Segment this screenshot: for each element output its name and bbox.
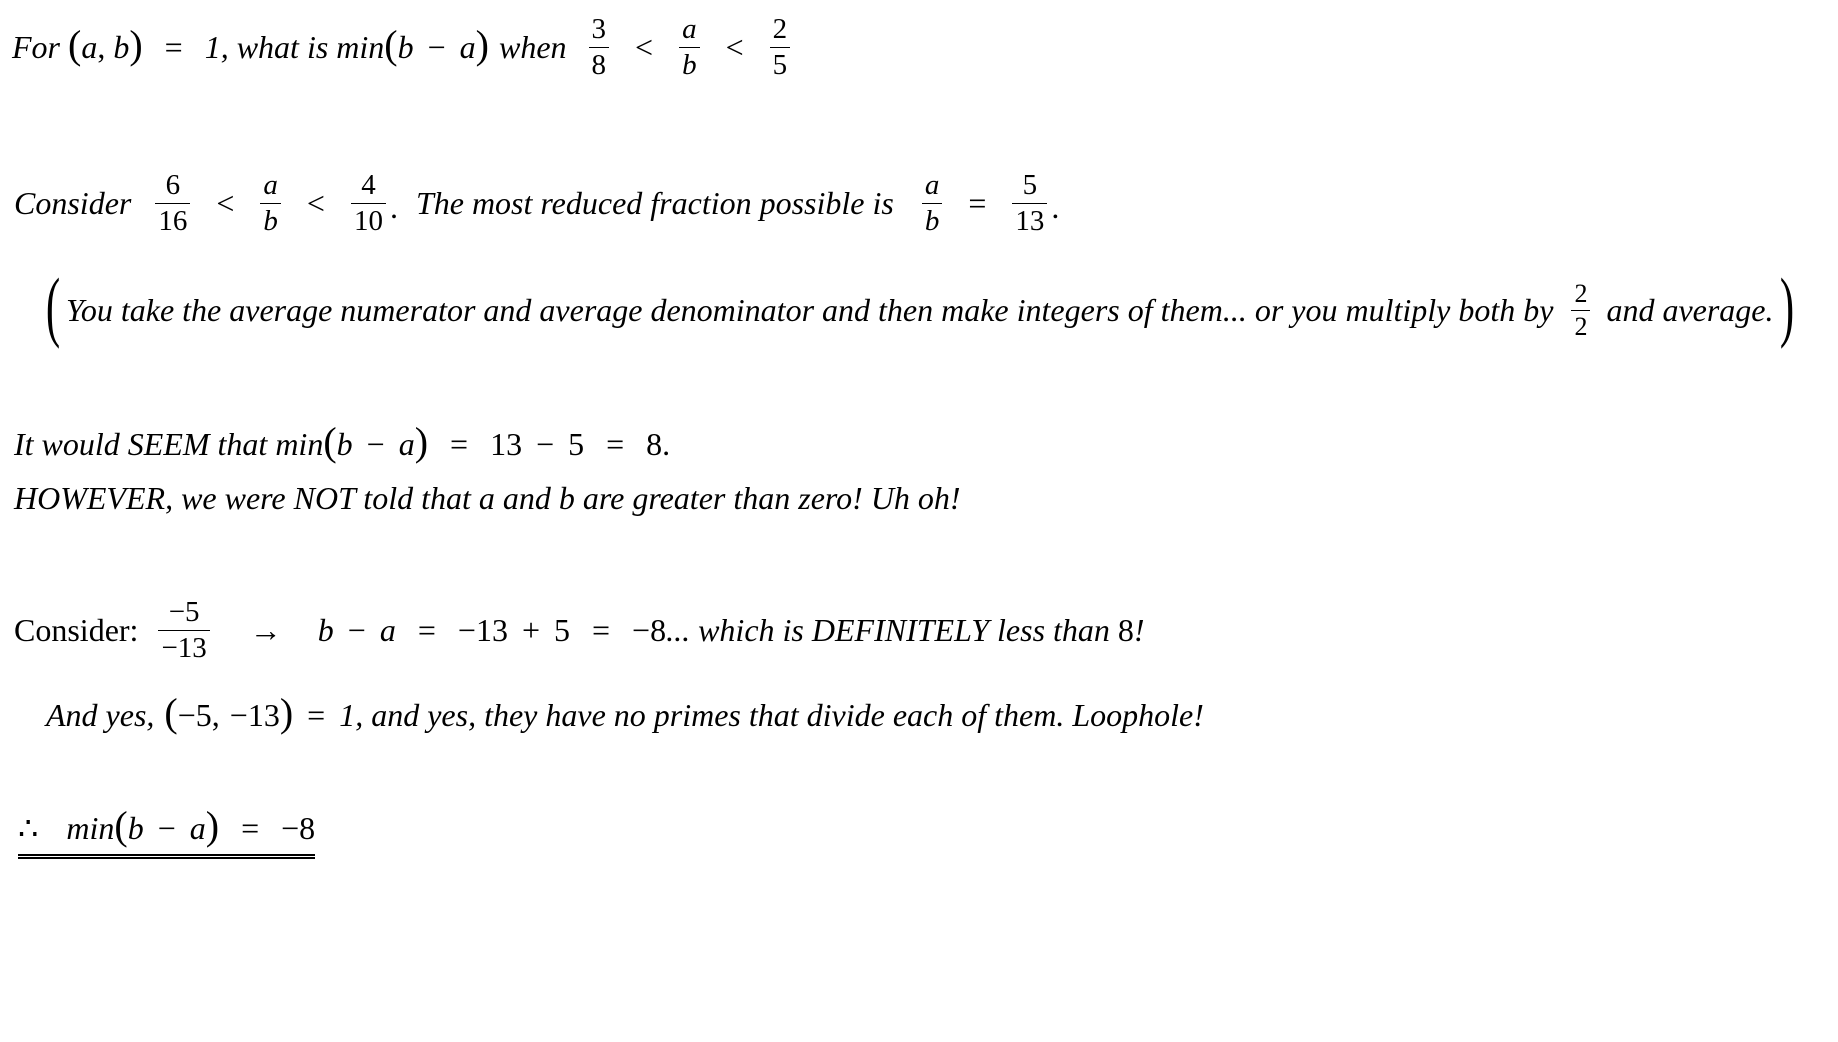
consider-bounds-line bbox=[14, 170, 1059, 236]
var-a: a bbox=[189, 809, 206, 846]
min-function: min bbox=[275, 426, 324, 462]
fraction-neg5-neg13: $\frac{-5}{-13}$ bbox=[158, 597, 209, 663]
paren-open: ( bbox=[384, 22, 398, 67]
value-neg13: −13 bbox=[457, 612, 508, 648]
paren-close: ) bbox=[205, 802, 220, 848]
var-a: a bbox=[398, 426, 415, 462]
text-consider: Consider bbox=[14, 185, 132, 221]
paren-open: ( bbox=[114, 802, 128, 848]
equals-sign: = bbox=[241, 809, 260, 846]
arrow-icon: → bbox=[249, 612, 282, 648]
fraction-2-2: $\frac{2}{2}$ bbox=[1571, 280, 1590, 340]
value-8: 8 bbox=[1117, 612, 1134, 648]
equals-sign: = bbox=[591, 612, 611, 648]
paren-close: ) bbox=[475, 22, 489, 67]
comma: , bbox=[97, 29, 106, 65]
comma: , bbox=[211, 697, 220, 733]
var-a: a bbox=[81, 29, 98, 65]
text-explanation: You take the average numerator and average denominator and then make integers of them... or you multiply both by bbox=[65, 292, 1554, 328]
minus-sign: − bbox=[347, 612, 366, 648]
paren-open-large: ( bbox=[45, 262, 61, 349]
value-neg13: −13 bbox=[229, 697, 280, 733]
seeming-answer bbox=[14, 420, 670, 468]
fraction-2-5: $\frac{2}{5}$ bbox=[770, 14, 791, 80]
value-neg8: −8 bbox=[632, 612, 667, 648]
however-warning bbox=[14, 478, 961, 518]
value-13: 13 bbox=[490, 426, 523, 462]
minus-sign: − bbox=[366, 426, 385, 462]
exclamation: ! bbox=[1133, 612, 1145, 648]
paren-close: ) bbox=[414, 419, 429, 464]
less-than: < bbox=[306, 185, 325, 221]
negative-consideration bbox=[14, 590, 1145, 670]
final-answer-box bbox=[18, 802, 316, 859]
equals-sign: = bbox=[417, 612, 436, 648]
period: . bbox=[389, 189, 398, 225]
min-function: min bbox=[336, 29, 385, 65]
min-function: min bbox=[66, 809, 115, 846]
paren-open: ( bbox=[164, 690, 178, 735]
var-b: b bbox=[397, 29, 414, 65]
text-and-average: and average. bbox=[1606, 292, 1774, 328]
less-than: < bbox=[635, 29, 654, 65]
text-what-is: 1, what is bbox=[204, 29, 329, 65]
final-answer bbox=[18, 802, 316, 858]
paren-close-large: ) bbox=[1779, 262, 1794, 349]
equals-sign: = bbox=[968, 185, 987, 221]
text-consider-colon: Consider: bbox=[14, 612, 139, 648]
equals-sign: = bbox=[606, 426, 625, 462]
text-definitely-less: ... which is DEFINITELY less than bbox=[666, 612, 1110, 648]
value-5: 5 bbox=[553, 612, 570, 648]
period: . bbox=[1051, 189, 1060, 225]
paren-close: ) bbox=[279, 690, 294, 735]
averaging-explanation bbox=[40, 262, 1799, 352]
fraction-3-8: $\frac{3}{8}$ bbox=[589, 14, 610, 80]
minus-sign: − bbox=[536, 426, 555, 462]
value-neg5: −5 bbox=[177, 697, 212, 733]
paren-open: ( bbox=[68, 22, 82, 67]
fraction-a-b: $\frac{a}{b}$ bbox=[679, 14, 700, 80]
text-for: For bbox=[12, 29, 60, 65]
text-when: when bbox=[498, 29, 567, 65]
loophole-line bbox=[46, 690, 1204, 740]
value-neg8: −8 bbox=[281, 809, 316, 846]
var-b: b bbox=[336, 426, 353, 462]
var-b: b bbox=[317, 612, 334, 648]
fraction-5-13: $\frac{5}{13}$ bbox=[1012, 170, 1047, 236]
minus-sign: − bbox=[157, 809, 176, 846]
var-a: a bbox=[459, 29, 476, 65]
equals-sign: = bbox=[450, 426, 469, 462]
problem-statement bbox=[12, 14, 794, 80]
value-8: 8. bbox=[646, 426, 671, 462]
var-b: b bbox=[113, 29, 130, 65]
less-than: < bbox=[216, 185, 235, 221]
var-b: b bbox=[127, 809, 144, 846]
text-however: HOWEVER, we were NOT told that a and b are greater than zero! Uh oh! bbox=[14, 480, 961, 516]
var-a: a bbox=[379, 612, 396, 648]
text-it-would-seem: It would SEEM that bbox=[14, 426, 268, 462]
less-than: < bbox=[725, 29, 744, 65]
text-loophole: 1, and yes, they have no primes that divide each of them. Loophole! bbox=[339, 697, 1204, 733]
equals-sign: = bbox=[164, 29, 183, 65]
fraction-6-16: $\frac{6}{16}$ bbox=[155, 170, 190, 236]
value-5: 5 bbox=[568, 426, 585, 462]
fraction-4-10: $\frac{4}{10}$ bbox=[351, 170, 386, 236]
text-most-reduced: The most reduced fraction possible is bbox=[415, 185, 894, 221]
paren-open: ( bbox=[323, 419, 337, 464]
fraction-a-b: $\frac{a}{b}$ bbox=[922, 170, 943, 236]
text-and-yes: And yes, bbox=[46, 697, 155, 733]
therefore-icon: ∴ bbox=[18, 809, 39, 846]
paren-close: ) bbox=[129, 22, 143, 67]
fraction-a-b: $\frac{a}{b}$ bbox=[260, 170, 281, 236]
equals-sign: = bbox=[307, 697, 326, 733]
plus-sign: + bbox=[521, 612, 540, 648]
minus-sign: − bbox=[427, 29, 446, 65]
